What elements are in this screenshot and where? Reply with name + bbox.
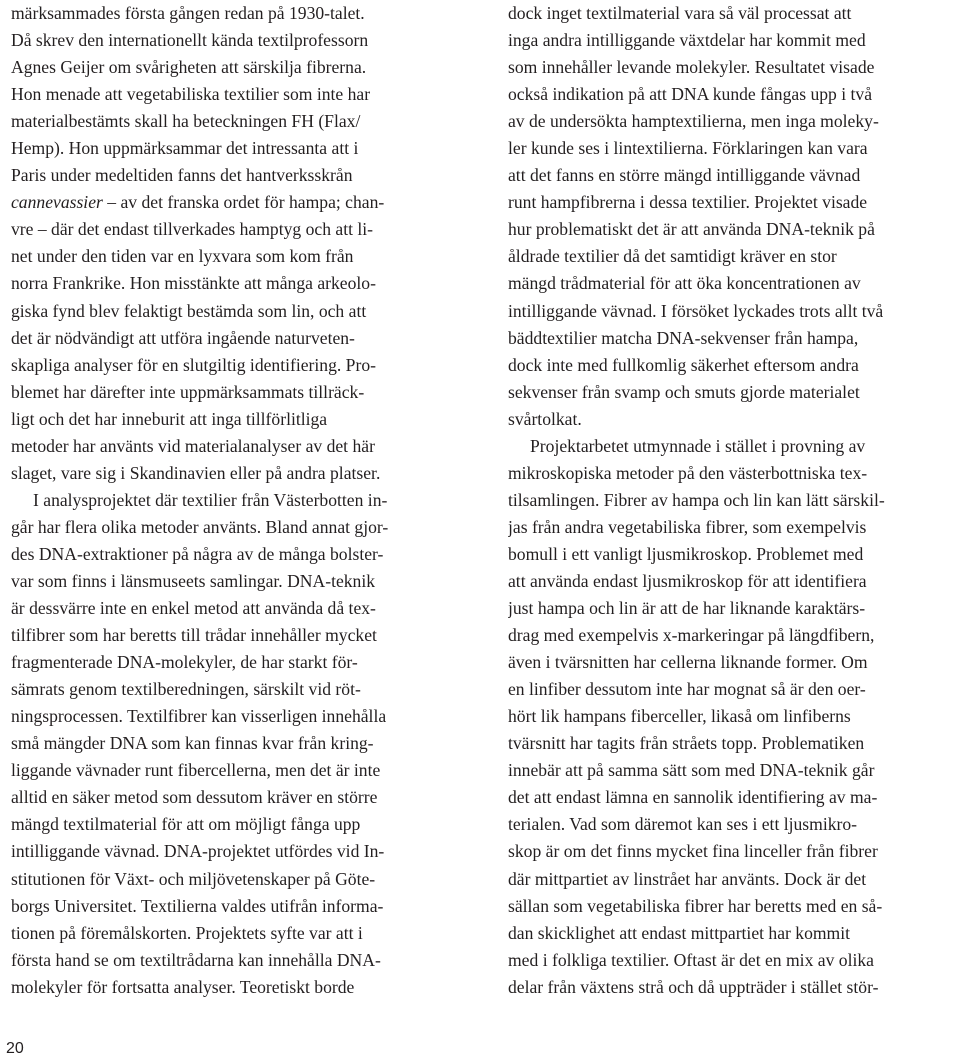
text-line: ningsprocessen. Textilfibrer kan visserligen innehålla [11,706,387,727]
text-line: dan skicklighet att endast mittpartiet har kommit [508,922,851,943]
text-line: åldrade textilier då det samtidigt kräver en stor [508,246,837,267]
text-line: där mittpartiet av linstrået har använts. Dock är det [508,868,867,889]
text-line: giska fynd blev felaktigt bestämda som lin, och att [11,300,367,321]
text-line: jas från andra vegetabiliska fibrer, som exempelvis [508,516,867,537]
text-line: dock inget textilmaterial vara så väl processat att [508,3,852,23]
text-line: det är nödvändigt att utföra ingående naturveten- [11,327,355,348]
text-line: att använda endast ljusmikroskop för att identifiera [508,570,867,591]
text-line: skapliga analyser för en slutgiltig identifiering. Pro- [11,354,376,375]
text-line: runt hampfibrerna i dessa textilier. Projektet visade [508,192,868,213]
text-line: sekvenser från svamp och smuts gjorde materialet [508,381,860,402]
text-line: materialbestämts skall ha beteckningen FH (Flax/ [11,111,361,132]
text-line: drag med exempelvis x-markeringar på längdfibern, [508,625,875,646]
text-line: norra Frankrike. Hon misstänkte att många arkeolo- [11,273,376,294]
text-line: blemet har därefter inte uppmärksammats tillräck- [11,381,365,402]
text-line: fragmenterade DNA-molekyler, de har starkt för- [11,652,358,673]
text-line: dock inte med fullkomlig säkerhet eftersom andra [508,354,859,375]
text-line: net under den tiden var en lyxvara som kom från [11,246,354,267]
text-line: första hand se om textiltrådarna kan innehålla DNA- [11,949,381,970]
text-line: bomull i ett vanligt ljusmikroskop. Problemet med [508,543,864,564]
text-line: slaget, vare sig i Skandinavien eller på andra platser. [11,462,381,483]
text-line: delar från växtens strå och då uppträder i stället stör- [508,976,879,997]
text-line: en linfiber dessutom inte har mognat så är den oer- [508,679,866,700]
text-line: metoder har använts vid materialanalyser av det här [11,435,375,456]
text-line: tionen på föremålskorten. Projektets syfte var att i [11,922,363,943]
text-line: Då skrev den internationellt kända textilprofessorn [11,30,369,51]
paragraph-first-line: Projektarbetet utmynnade i stället i provning av [530,435,866,456]
text-line: mängd textilmaterial för att om möjligt fånga upp [11,814,361,835]
text-line: hur problematiskt det är att använda DNA-teknik på [508,219,875,240]
text-line: molekyler för fortsatta analyser. Teoretiskt borde [11,976,355,997]
text-line: det att endast lämna en sannolik identifiering av ma- [508,787,878,808]
text-line: små mängder DNA som kan finnas kvar från kring- [11,733,374,754]
text-line-with-italic-term: cannevassier – av det franska ordet för hampa; chan- [11,192,385,213]
text-line: Hon menade att vegetabiliska textilier som inte har [11,84,371,105]
text-line: alltid en säker metod som dessutom kräver en större [11,787,378,808]
text-line: tilsamlingen. Fibrer av hampa och lin kan lätt särskil- [508,489,885,510]
text-line: hört lik hampans fiberceller, likaså om linfiberns [508,706,851,727]
text-line: att det fanns en större mängd intilliggande vävnad [508,165,861,186]
text-line: ligt och det har inneburit att inga tillförlitliga [11,408,328,429]
text-line: Hemp). Hon uppmärksammar det intressanta att i [11,138,359,159]
text-line: intilliggande vävnad. DNA-projektet utfördes vid In- [11,841,385,862]
text-line: även i tvärsnitten har cellerna liknande former. Om [508,652,868,673]
text-line: av de undersökta hamptextilierna, men inga moleky- [508,111,879,132]
text-line: stitutionen för Växt- och miljövetenskaper på Göte- [11,868,376,889]
text-line: med i folkliga textilier. Oftast är det en mix av olika [508,949,874,970]
text-line: sämrats genom textilberedningen, särskilt vid röt- [11,679,361,700]
text-line: också indikation på att DNA kunde fångas upp i två [508,84,873,105]
paragraph-first-line: I analysprojektet där textilier från Västerbotten in- [33,489,388,510]
text-line: skop är om det finns mycket fina linceller från fibrer [508,841,878,862]
text-line: märksammades första gången redan på 1930-talet. [11,3,365,23]
text-line: liggande vävnader runt fibercellerna, men det är inte [11,760,381,781]
text-line: som innehåller levande molekyler. Resultatet visade [508,57,875,78]
text-line: mikroskopiska metoder på den västerbottniska tex- [508,462,868,483]
text-line: des DNA-extraktioner på några av de många bolster- [11,543,384,564]
text-line: borgs Universitet. Textilierna valdes utifrån informa- [11,895,384,916]
right-text-column [508,0,960,1001]
text-line: terialen. Vad som däremot kan ses i ett ljusmikro- [508,814,858,835]
text-line: tilfibrer som har beretts till trådar innehåller mycket [11,625,377,646]
text-line: svårtolkat. [508,408,582,429]
text-line: tvärsnitt har tagits från stråets topp. Problematiken [508,733,865,754]
text-line: vre – där det endast tillverkades hamptyg och att li- [11,219,374,240]
text-line: just hampa och lin är att de har liknande karaktärs- [508,598,866,619]
text-line: är dessvärre inte en enkel metod att använda då tex- [11,598,376,619]
text-line: går har flera olika metoder använts. Bland annat gjor- [11,516,389,537]
text-line: var som finns i länsmuseets samlingar. DNA-teknik [11,570,376,591]
text-line: innebär att på samma sätt som med DNA-teknik går [508,760,875,781]
text-line: inga andra intilliggande växtdelar har kommit med [508,30,866,51]
text-line: sällan som vegetabiliska fibrer har beretts med en så- [508,895,883,916]
text-line: intilliggande vävnad. I försöket lyckades trots allt två [508,300,884,321]
italic-term: cannevassier [11,192,103,213]
text-line: ler kunde ses i lintextilierna. Förklaringen kan vara [508,138,868,159]
left-text-column [11,0,466,1001]
page-number: 20 [6,1040,24,1057]
text-line: mängd trådmaterial för att öka koncentrationen av [508,273,861,294]
text-line: Paris under medeltiden fanns det hantverksskrån [11,165,353,186]
text-line: Agnes Geijer om svårigheten att särskilja fibrerna. [11,57,367,78]
text-line: bäddtextilier matcha DNA-sekvenser från hampa, [508,327,859,348]
